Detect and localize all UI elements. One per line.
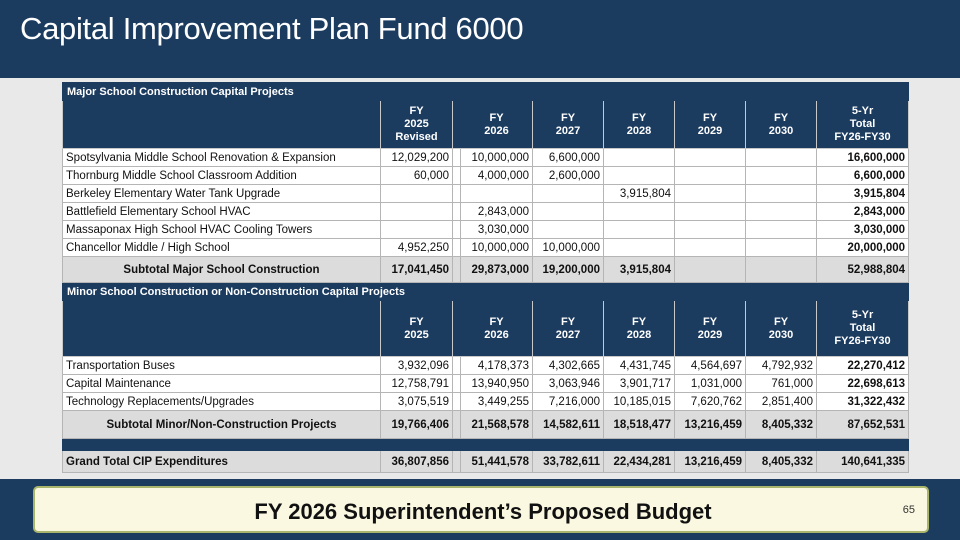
total-cell: 31,322,432 — [817, 393, 909, 411]
section-heading: Minor School Construction or Non-Construction Capital Projects — [63, 283, 909, 301]
amount-cell: 761,000 — [746, 375, 817, 393]
table-row — [63, 185, 909, 203]
grand-total-amount: 33,782,611 — [533, 451, 604, 473]
subtotal-label: Subtotal Major School Construction — [63, 257, 381, 283]
column-header-row — [63, 301, 909, 357]
amount-cell: 2,843,000 — [461, 203, 533, 221]
amount-cell: 4,431,745 — [604, 357, 675, 375]
subtotal-label: Subtotal Minor/Non-Construction Projects — [63, 411, 381, 439]
column-header: FY 2025 Revised — [381, 101, 453, 149]
section-heading: Major School Construction Capital Projects — [63, 83, 909, 101]
total-cell: 6,600,000 — [817, 167, 909, 185]
amount-cell: 1,031,000 — [675, 375, 746, 393]
amount-cell — [746, 185, 817, 203]
table-row — [63, 221, 909, 239]
total-cell: 3,030,000 — [817, 221, 909, 239]
amount-cell: 3,075,519 — [381, 393, 453, 411]
gap-cell — [453, 149, 461, 167]
amount-cell — [675, 239, 746, 257]
total-cell: 16,600,000 — [817, 149, 909, 167]
amount-cell — [604, 221, 675, 239]
column-header: FY 2025 — [381, 301, 453, 357]
grand-total-sum: 140,641,335 — [817, 451, 909, 473]
footer-title: FY 2026 Superintendent’s Proposed Budget — [254, 499, 712, 524]
amount-cell: 13,940,950 — [461, 375, 533, 393]
amount-cell: 3,063,946 — [533, 375, 604, 393]
column-header: FY 2027 — [533, 101, 604, 149]
amount-cell — [746, 203, 817, 221]
amount-cell: 3,449,255 — [461, 393, 533, 411]
column-gap — [453, 301, 461, 357]
column-header: FY 2030 — [746, 101, 817, 149]
grand-total-amount: 51,441,578 — [461, 451, 533, 473]
cip-table-body — [63, 83, 909, 473]
amount-cell — [381, 221, 453, 239]
gap-cell — [453, 167, 461, 185]
project-name-cell: Capital Maintenance — [63, 375, 381, 393]
amount-cell — [675, 149, 746, 167]
column-header: FY 2029 — [675, 301, 746, 357]
footer-box — [33, 486, 929, 533]
subtotal-row — [63, 411, 909, 439]
amount-cell: 12,758,791 — [381, 375, 453, 393]
project-name-cell: Thornburg Middle School Classroom Addition — [63, 167, 381, 185]
section-heading-row — [63, 283, 909, 301]
subtotal-amount: 21,568,578 — [461, 411, 533, 439]
amount-cell — [746, 149, 817, 167]
grand-total-label: Grand Total CIP Expenditures — [63, 451, 381, 473]
gap-cell — [453, 411, 461, 439]
amount-cell: 3,932,096 — [381, 357, 453, 375]
gap-cell — [453, 185, 461, 203]
column-header-blank — [63, 101, 381, 149]
project-name-cell: Berkeley Elementary Water Tank Upgrade — [63, 185, 381, 203]
table-row — [63, 149, 909, 167]
subtotal-total: 87,652,531 — [817, 411, 909, 439]
page-title: Capital Improvement Plan Fund 6000 — [20, 11, 524, 46]
subtotal-amount: 17,041,450 — [381, 257, 453, 283]
amount-cell — [604, 203, 675, 221]
table-row — [63, 239, 909, 257]
amount-cell — [604, 167, 675, 185]
amount-cell: 12,029,200 — [381, 149, 453, 167]
project-name-cell: Battlefield Elementary School HVAC — [63, 203, 381, 221]
grand-total-amount: 8,405,332 — [746, 451, 817, 473]
amount-cell: 4,302,665 — [533, 357, 604, 375]
total-cell: 3,915,804 — [817, 185, 909, 203]
gap-cell — [453, 203, 461, 221]
spacer-row — [63, 439, 909, 451]
column-header: FY 2028 — [604, 301, 675, 357]
grand-total-amount: 36,807,856 — [381, 451, 453, 473]
subtotal-amount: 19,200,000 — [533, 257, 604, 283]
amount-cell: 60,000 — [381, 167, 453, 185]
amount-cell: 3,030,000 — [461, 221, 533, 239]
column-header-row — [63, 101, 909, 149]
grand-total-amount: 22,434,281 — [604, 451, 675, 473]
grand-total-amount: 13,216,459 — [675, 451, 746, 473]
spacer-cell — [63, 439, 909, 451]
subtotal-amount: 3,915,804 — [604, 257, 675, 283]
amount-cell — [533, 203, 604, 221]
amount-cell — [381, 203, 453, 221]
amount-cell: 7,620,762 — [675, 393, 746, 411]
amount-cell: 7,216,000 — [533, 393, 604, 411]
gap-cell — [453, 357, 461, 375]
column-header: 5-Yr Total FY26-FY30 — [817, 301, 909, 357]
column-header: 5-Yr Total FY26-FY30 — [817, 101, 909, 149]
gap-cell — [453, 221, 461, 239]
table-row — [63, 167, 909, 185]
amount-cell: 3,901,717 — [604, 375, 675, 393]
amount-cell: 10,000,000 — [461, 149, 533, 167]
page-number: 65 — [902, 504, 915, 516]
project-name-cell: Spotsylvania Middle School Renovation & Expansion — [63, 149, 381, 167]
amount-cell — [746, 221, 817, 239]
amount-cell — [746, 239, 817, 257]
amount-cell: 2,851,400 — [746, 393, 817, 411]
column-header: FY 2030 — [746, 301, 817, 357]
amount-cell: 2,600,000 — [533, 167, 604, 185]
gap-cell — [453, 257, 461, 283]
cip-table-wrap — [62, 82, 908, 473]
amount-cell — [533, 221, 604, 239]
amount-cell: 4,178,373 — [461, 357, 533, 375]
column-header: FY 2026 — [461, 101, 533, 149]
amount-cell: 4,000,000 — [461, 167, 533, 185]
subtotal-row — [63, 257, 909, 283]
subtotal-amount: 18,518,477 — [604, 411, 675, 439]
amount-cell — [604, 149, 675, 167]
column-header: FY 2028 — [604, 101, 675, 149]
table-row — [63, 357, 909, 375]
subtotal-amount: 13,216,459 — [675, 411, 746, 439]
column-header-blank — [63, 301, 381, 357]
subtotal-amount: 14,582,611 — [533, 411, 604, 439]
column-header: FY 2027 — [533, 301, 604, 357]
title-bar — [0, 0, 960, 78]
amount-cell — [461, 185, 533, 203]
amount-cell: 4,564,697 — [675, 357, 746, 375]
gap-cell — [453, 393, 461, 411]
amount-cell — [675, 221, 746, 239]
table-row — [63, 203, 909, 221]
subtotal-amount: 8,405,332 — [746, 411, 817, 439]
section-heading-row — [63, 83, 909, 101]
amount-cell: 4,952,250 — [381, 239, 453, 257]
amount-cell: 10,000,000 — [461, 239, 533, 257]
amount-cell — [675, 167, 746, 185]
total-cell: 22,698,613 — [817, 375, 909, 393]
gap-cell — [453, 451, 461, 473]
grand-total-row — [63, 451, 909, 473]
cip-table — [62, 82, 909, 473]
amount-cell: 10,000,000 — [533, 239, 604, 257]
project-name-cell: Massaponax High School HVAC Cooling Towers — [63, 221, 381, 239]
subtotal-amount: 19,766,406 — [381, 411, 453, 439]
subtotal-amount — [675, 257, 746, 283]
amount-cell — [675, 185, 746, 203]
column-gap — [453, 101, 461, 149]
amount-cell: 6,600,000 — [533, 149, 604, 167]
amount-cell: 10,185,015 — [604, 393, 675, 411]
gap-cell — [453, 375, 461, 393]
total-cell: 2,843,000 — [817, 203, 909, 221]
subtotal-amount — [746, 257, 817, 283]
project-name-cell: Technology Replacements/Upgrades — [63, 393, 381, 411]
amount-cell — [604, 239, 675, 257]
amount-cell: 3,915,804 — [604, 185, 675, 203]
amount-cell — [533, 185, 604, 203]
column-header: FY 2029 — [675, 101, 746, 149]
total-cell: 22,270,412 — [817, 357, 909, 375]
subtotal-amount: 29,873,000 — [461, 257, 533, 283]
total-cell: 20,000,000 — [817, 239, 909, 257]
column-header: FY 2026 — [461, 301, 533, 357]
table-row — [63, 375, 909, 393]
gap-cell — [453, 239, 461, 257]
amount-cell: 4,792,932 — [746, 357, 817, 375]
amount-cell — [675, 203, 746, 221]
project-name-cell: Chancellor Middle / High School — [63, 239, 381, 257]
amount-cell — [381, 185, 453, 203]
subtotal-total: 52,988,804 — [817, 257, 909, 283]
amount-cell — [746, 167, 817, 185]
project-name-cell: Transportation Buses — [63, 357, 381, 375]
table-row — [63, 393, 909, 411]
